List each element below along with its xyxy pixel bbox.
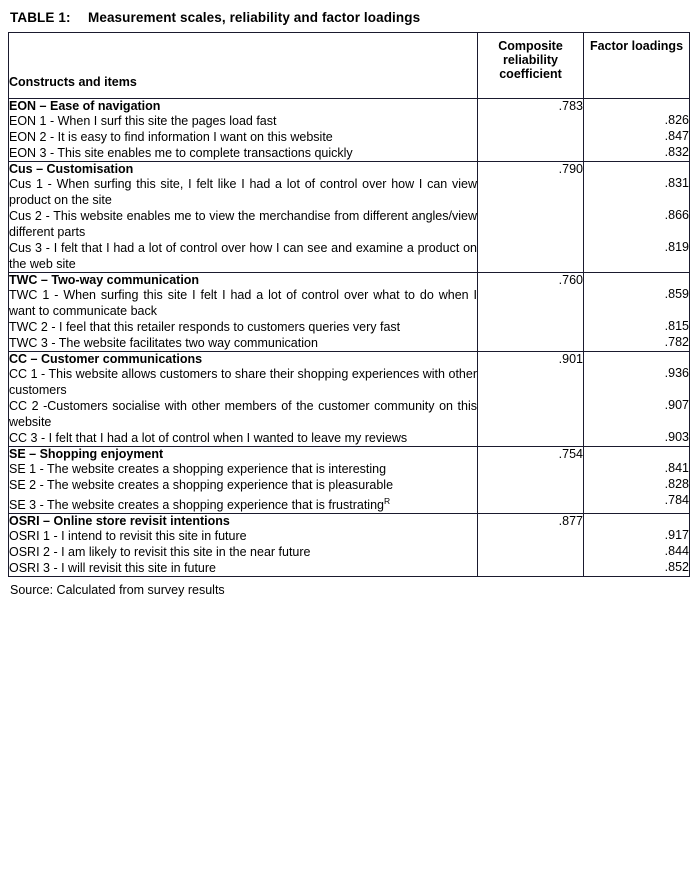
- item-text: CC 1 - This website allows customers to share their shopping experiences with other customers: [9, 367, 477, 397]
- item-text: EON 1 - When I surf this site the pages load fast: [9, 113, 478, 129]
- item-text: SE 2 - The website creates a shopping experience that is pleasurable: [9, 477, 478, 493]
- item-reliability-blank: [478, 461, 584, 477]
- item-row: [9, 176, 690, 208]
- column-header-constructs: Constructs and items: [9, 33, 478, 99]
- item-row: [9, 477, 690, 493]
- item-reliability-blank: [478, 145, 584, 162]
- construct-reliability: .754: [478, 447, 584, 462]
- item-reliability-blank: [478, 477, 584, 493]
- item-text: Cus 2 - This website enables me to view the merchandise from different angles/view different parts: [9, 209, 477, 239]
- construct-loading-blank: [584, 352, 690, 367]
- item-loading: .936: [584, 366, 690, 398]
- item-reliability-blank: [478, 430, 584, 447]
- item-superscript: R: [383, 496, 391, 506]
- construct-reliability: .901: [478, 352, 584, 367]
- item-row: [9, 319, 690, 335]
- item-reliability-blank: [478, 176, 584, 208]
- table-header-row: [9, 33, 690, 99]
- construct-title: EON – Ease of navigation: [9, 99, 478, 114]
- measurement-scales-table: [8, 32, 690, 577]
- item-reliability-blank: [478, 398, 584, 430]
- item-text: OSRI 1 - I intend to revisit this site in future: [9, 528, 478, 544]
- item-row: [9, 528, 690, 544]
- construct-loading-blank: [584, 447, 690, 462]
- item-loading: .866: [584, 208, 690, 240]
- item-loading: .831: [584, 176, 690, 208]
- item-text: OSRI 3 - I will revisit this site in future: [9, 560, 478, 577]
- construct-title: SE – Shopping enjoyment: [9, 447, 478, 462]
- construct-loading-blank: [584, 514, 690, 529]
- construct-reliability: .877: [478, 514, 584, 529]
- item-text: Cus 1 - When surfing this site, I felt like I had a lot of control over how I can view product on the site: [9, 177, 477, 207]
- item-row: [9, 129, 690, 145]
- item-reliability-blank: [478, 208, 584, 240]
- item-text: CC 2 -Customers socialise with other members of the customer community on this website: [9, 399, 477, 429]
- item-loading: .852: [584, 560, 690, 577]
- construct-row: [9, 514, 690, 529]
- item-loading: .917: [584, 528, 690, 544]
- construct-row: [9, 162, 690, 177]
- item-row: [9, 430, 690, 447]
- table-body: [9, 99, 690, 577]
- item-text: TWC 3 - The website facilitates two way communication: [9, 335, 478, 352]
- item-loading: .782: [584, 335, 690, 352]
- construct-title: Cus – Customisation: [9, 162, 478, 177]
- column-header-reliability: Composite reliability coefficient: [478, 33, 584, 99]
- item-loading: .828: [584, 477, 690, 493]
- item-loading: .819: [584, 240, 690, 273]
- table-source-note: Source: Calculated from survey results: [10, 583, 225, 598]
- item-loading: .815: [584, 319, 690, 335]
- construct-row: [9, 352, 690, 367]
- item-reliability-blank: [478, 319, 584, 335]
- construct-loading-blank: [584, 162, 690, 177]
- item-text: TWC 1 - When surfing this site I felt I had a lot of control over what to do when I want to communicate back: [9, 288, 477, 318]
- table-caption-label: TABLE 1:: [10, 10, 71, 25]
- item-loading: .844: [584, 544, 690, 560]
- construct-reliability: .760: [478, 273, 584, 288]
- item-row: [9, 544, 690, 560]
- item-row: [9, 113, 690, 129]
- item-text: TWC 2 - I feel that this retailer responds to customers queries very fast: [9, 319, 478, 335]
- item-loading: .784: [584, 493, 690, 514]
- item-reliability-blank: [478, 528, 584, 544]
- item-reliability-blank: [478, 493, 584, 514]
- item-text: SE 1 - The website creates a shopping experience that is interesting: [9, 461, 478, 477]
- table-head: [9, 33, 690, 99]
- item-loading: .859: [584, 287, 690, 319]
- construct-title: OSRI – Online store revisit intentions: [9, 514, 478, 529]
- item-row: [9, 208, 690, 240]
- item-text: OSRI 2 - I am likely to revisit this site in the near future: [9, 544, 478, 560]
- table-caption: [10, 10, 689, 25]
- construct-row: [9, 273, 690, 288]
- item-reliability-blank: [478, 544, 584, 560]
- item-loading: .847: [584, 129, 690, 145]
- item-reliability-blank: [478, 366, 584, 398]
- item-loading: .907: [584, 398, 690, 430]
- item-reliability-blank: [478, 240, 584, 273]
- table-caption-title: Measurement scales, reliability and factor loadings: [88, 10, 421, 25]
- construct-reliability: .783: [478, 99, 584, 114]
- item-row: [9, 287, 690, 319]
- item-loading: .841: [584, 461, 690, 477]
- item-row: [9, 240, 690, 273]
- construct-row: [9, 447, 690, 462]
- construct-title: TWC – Two-way communication: [9, 273, 478, 288]
- item-loading: .832: [584, 145, 690, 162]
- item-reliability-blank: [478, 129, 584, 145]
- item-reliability-blank: [478, 560, 584, 577]
- item-row: [9, 560, 690, 577]
- column-header-loadings: Factor loadings: [584, 33, 690, 99]
- item-row: [9, 398, 690, 430]
- item-text: EON 3 - This site enables me to complete transactions quickly: [9, 145, 478, 162]
- item-text: SE 3 - The website creates a shopping experience that is frustrating$^R$: [9, 493, 478, 514]
- item-reliability-blank: [478, 287, 584, 319]
- item-row: [9, 145, 690, 162]
- construct-loading-blank: [584, 99, 690, 114]
- item-loading: .903: [584, 430, 690, 447]
- construct-title: CC – Customer communications: [9, 352, 478, 367]
- item-reliability-blank: [478, 335, 584, 352]
- construct-reliability: .790: [478, 162, 584, 177]
- item-row: [9, 493, 690, 514]
- item-text: EON 2 - It is easy to find information I want on this website: [9, 129, 478, 145]
- item-loading: .826: [584, 113, 690, 129]
- construct-loading-blank: [584, 273, 690, 288]
- construct-row: [9, 99, 690, 114]
- item-text: CC 3 - I felt that I had a lot of control when I wanted to leave my reviews: [9, 430, 478, 447]
- item-row: [9, 335, 690, 352]
- item-row: [9, 366, 690, 398]
- item-text: Cus 3 - I felt that I had a lot of control over how I can see and examine a product on the web site: [9, 241, 477, 271]
- item-row: [9, 461, 690, 477]
- item-reliability-blank: [478, 113, 584, 129]
